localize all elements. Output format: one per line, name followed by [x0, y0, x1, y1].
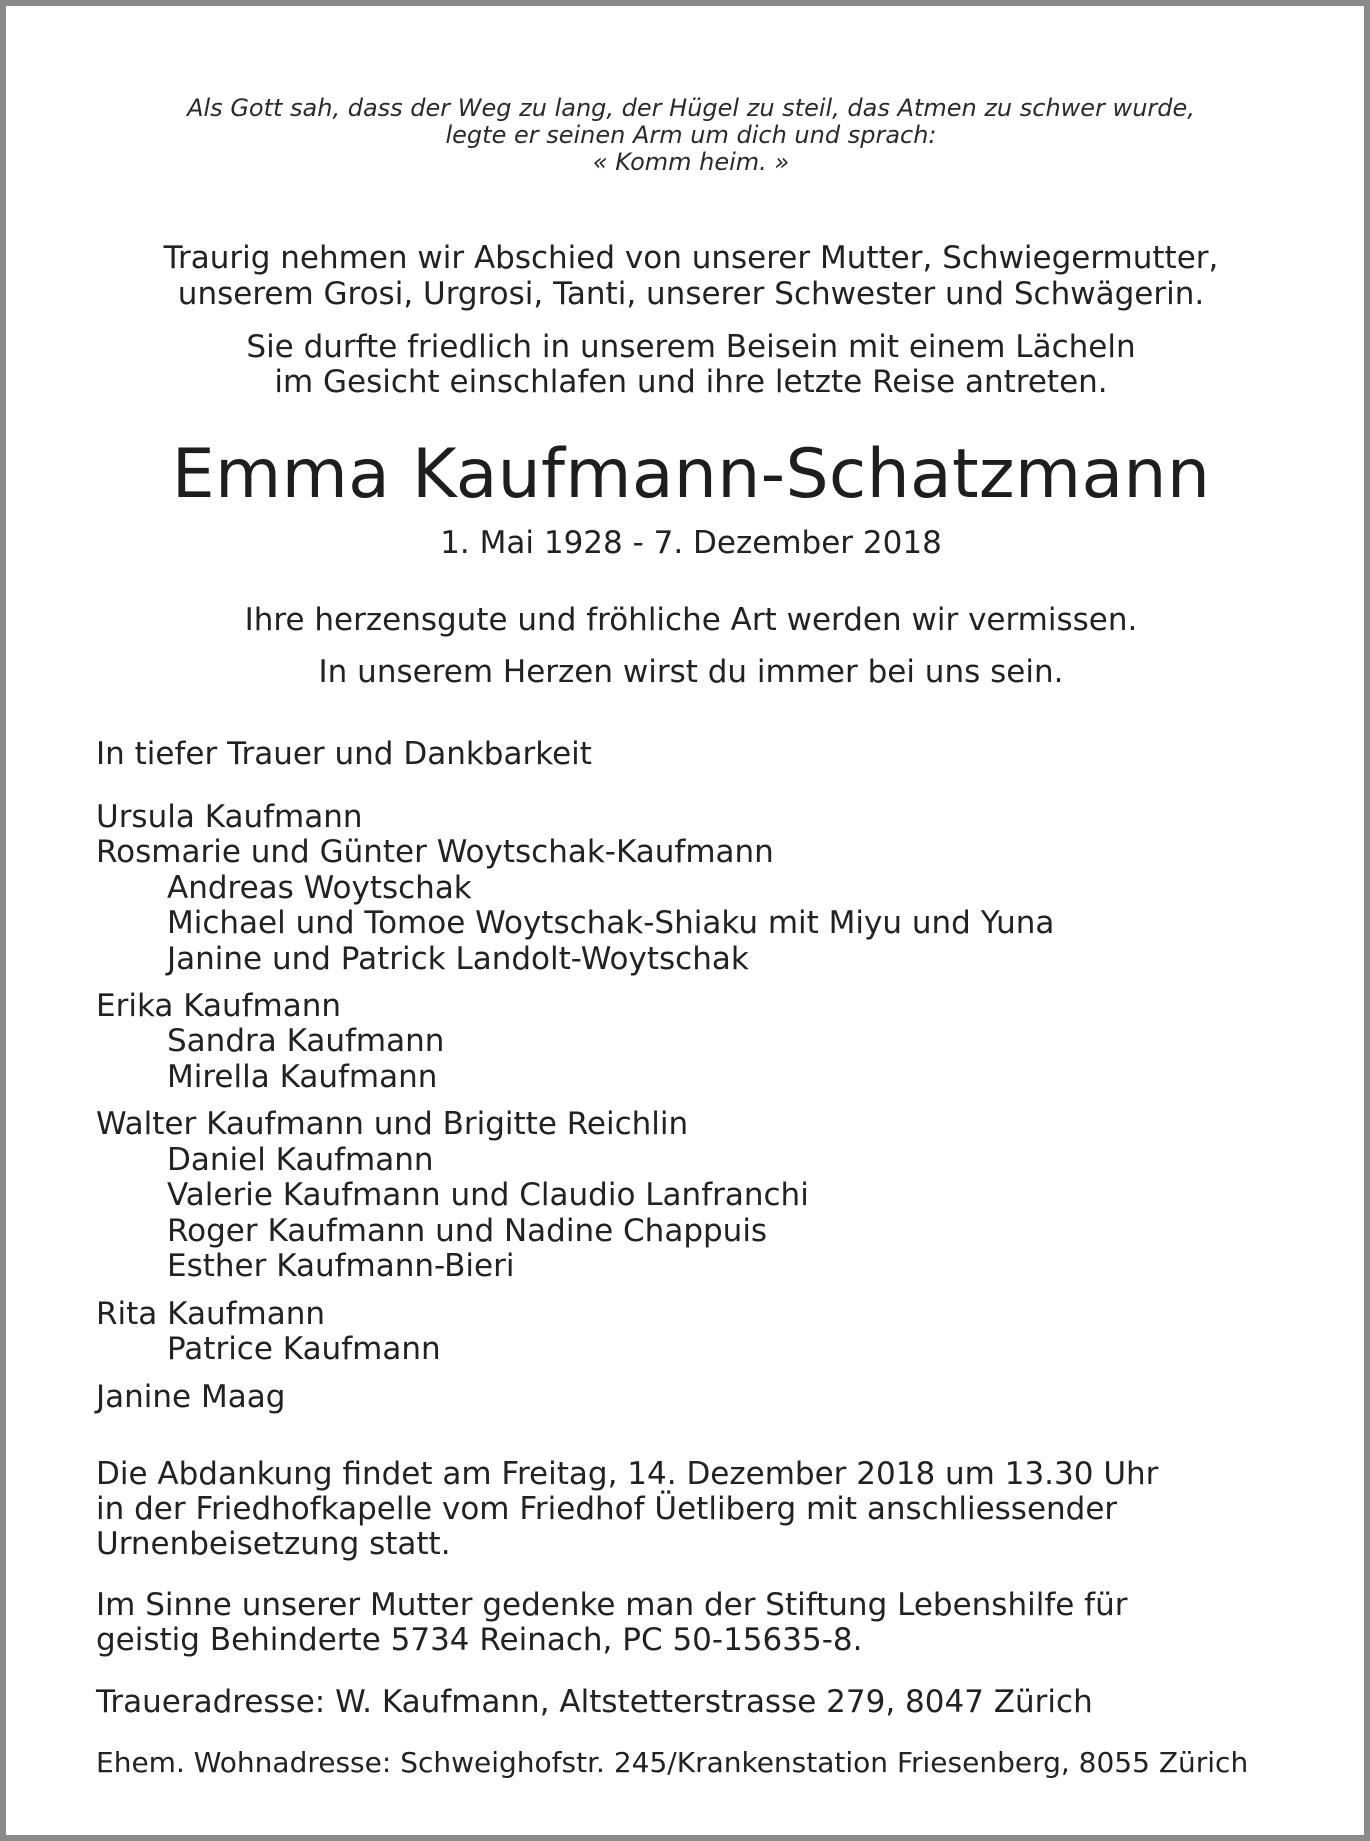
- mourner-name: Janine Maag: [96, 1379, 286, 1415]
- mourner-name-indented: Mirella Kaufmann: [167, 1059, 438, 1095]
- verse-line: « Komm heim. »: [592, 148, 790, 176]
- verse-line: legte er seinen Arm um dich und sprach:: [445, 121, 937, 149]
- service-line: in der Friedhofkapelle vom Friedhof Üetliberg mit anschliessender: [96, 1491, 1118, 1527]
- donation-line: geistig Behinderte 5734 Reinach, PC 50-15635-8.: [96, 1622, 863, 1658]
- mourner-name-indented: Sandra Kaufmann: [167, 1023, 445, 1059]
- deceased-name: Emma Kaufmann-Schatzmann: [171, 435, 1211, 514]
- mourner-name: Ursula Kaufmann: [96, 799, 363, 835]
- mourner-name-indented: Daniel Kaufmann: [167, 1142, 434, 1178]
- mourner-name-indented: Janine und Patrick Landolt-Woytschak: [167, 941, 749, 977]
- verse-line: Als Gott sah, dass der Weg zu lang, der Hügel zu steil, das Atmen zu schwer wurde,: [187, 94, 1195, 122]
- mourner-name-indented: Valerie Kaufmann und Claudio Lanfranchi: [167, 1177, 809, 1213]
- former-address: Ehem. Wohnadresse: Schweighofstr. 245/Krankenstation Friesenberg, 8055 Zürich: [96, 1746, 1249, 1779]
- service-line: Urnenbeisetzung statt.: [96, 1526, 451, 1562]
- mourner-name-indented: Andreas Woytschak: [167, 870, 472, 906]
- mourner-name-indented: Patrice Kaufmann: [167, 1331, 441, 1367]
- mourner-name: Erika Kaufmann: [96, 988, 342, 1024]
- intro-line: im Gesicht einschlafen und ihre letzte Reise antreten.: [274, 364, 1108, 400]
- mourning-address: Traueradresse: W. Kaufmann, Altstetterstrasse 279, 8047 Zürich: [96, 1684, 1093, 1720]
- remembrance-line: In unserem Herzen wirst du immer bei uns sein.: [318, 654, 1064, 690]
- intro-line: Sie durfte friedlich in unserem Beisein mit einem Lächeln: [246, 329, 1136, 365]
- remembrance-line: Ihre herzensgute und fröhliche Art werden wir vermissen.: [244, 602, 1138, 638]
- life-dates: 1. Mai 1928 - 7. Dezember 2018: [440, 525, 942, 561]
- mourner-name: Rosmarie und Günter Woytschak-Kaufmann: [96, 834, 774, 870]
- mourner-name-indented: Esther Kaufmann-Bieri: [167, 1248, 515, 1284]
- intro-line: Traurig nehmen wir Abschied von unserer Mutter, Schwiegermutter,: [163, 240, 1219, 276]
- mourner-name-indented: Roger Kaufmann und Nadine Chappuis: [167, 1213, 768, 1249]
- intro-line: unserem Grosi, Urgrosi, Tanti, unserer Schwester und Schwägerin.: [177, 276, 1205, 312]
- donation-line: Im Sinne unserer Mutter gedenke man der Stiftung Lebenshilfe für: [96, 1587, 1128, 1623]
- service-line: Die Abdankung findet am Freitag, 14. Dezember 2018 um 13.30 Uhr: [96, 1456, 1159, 1492]
- mourner-name: Rita Kaufmann: [96, 1296, 325, 1332]
- mourner-name-indented: Michael und Tomoe Woytschak-Shiaku mit Miyu und Yuna: [167, 905, 1055, 941]
- mourners-heading: In tiefer Trauer und Dankbarkeit: [96, 736, 592, 772]
- mourner-name: Walter Kaufmann und Brigitte Reichlin: [96, 1106, 689, 1142]
